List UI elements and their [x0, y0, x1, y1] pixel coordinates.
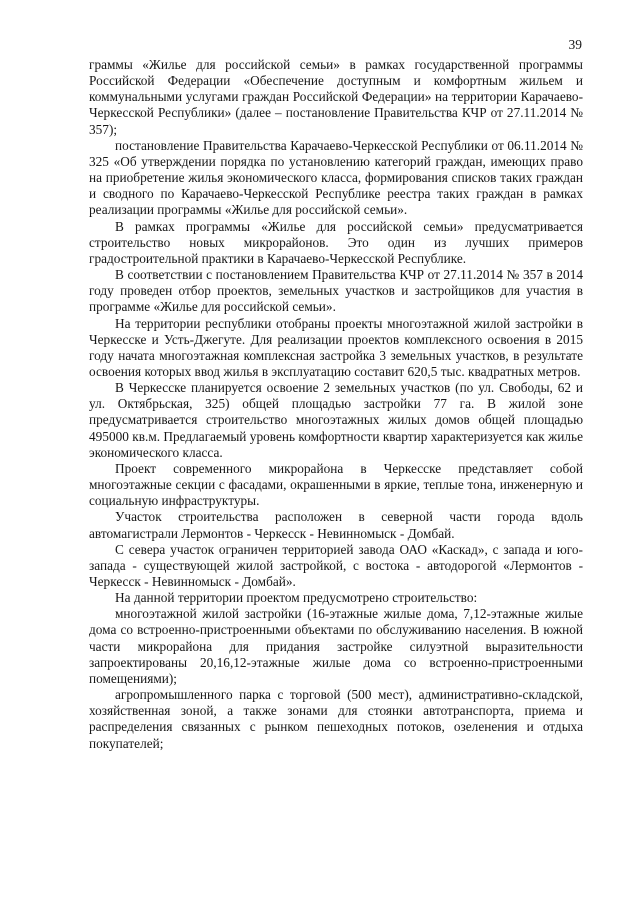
body-text — [89, 57, 583, 752]
paragraph: В рамках программы «Жилье для российской семьи» предусматривается строительство новых микрорайонов. Это один из лучших примеров градостроительной практики в Карачаево-Черкесской Республике. — [89, 218, 583, 266]
paragraph: На данной территории проектом предусмотрено строительство: — [115, 590, 478, 606]
paragraph: На территории республики отобраны проекты многоэтажной жилой застройки в Черкесске и Усть-Джегуте. Для реализации проектов комплексного освоения в 2015 году начата многоэтажная комплексная застройка 3 земельных участков, в результате освоения которых ввод жилья в эксплуатацию составит 620,5 тыс. квадратных метров. — [89, 315, 583, 379]
paragraph: граммы «Жилье для российской семьи» в рамках государственной программы Российской Федерации «Обеспечение доступным и комфортным жильем и коммунальными услугами граждан Российской Федерации» на территории Карачаево-Черкесской Республики» (далее – постановление Правительства КЧР от 27.11.2014 № 357); — [89, 57, 583, 137]
page-number: 39 — [568, 37, 582, 52]
paragraph: постановление Правительства Карачаево-Черкесской Республики от 06.11.2014 № 325 «Об утверждении порядка по установлению категорий граждан, имеющих право на приобретение жилья экономического класса, формирования списков таких граждан и сводного по Карачаево-Черкесской Республике реестра таких граждан в рамках реализации программы «Жилье для российской семьи». — [89, 137, 583, 218]
paragraph: В соответствии с постановлением Правительства КЧР от 27.11.2014 № 357 в 2014 году проведен отбор проектов, земельных участков и застройщиков для участия в программе «Жилье для российской семьи». — [89, 267, 583, 315]
paragraph: агропромышленного парка с торговой (500 мест), административно-складской, хозяйственная зоной, а также зонами для стоянки автотранспорта, приема и распределения связанных с рынком пешеходных потоков, озеленения и отдыха покупателей; — [89, 687, 583, 751]
paragraph: С севера участок ограничен территорией завода ОАО «Каскад», с запада и юго-запада - существующей жилой застройкой, с востока - автодорогой «Лермонтов - Черкесск - Невинномыск - Домбай». — [89, 541, 583, 589]
paragraph: Участок строительства расположен в северной части города вдоль автомагистрали Лермонтов - Черкесск - Невинномыск - Домбай. — [89, 509, 583, 541]
paragraph: многоэтажной жилой застройки (16-этажные жилые дома, 7,12-этажные жилые дома со встроенно-пристроенными объектами по обслуживанию населения. В южной части микрорайона для придания застройке силуэтной выразительности запроектированы 20,16,12-этажные жилые дома со встроенно-пристроенными помещениями); — [89, 606, 583, 686]
paragraph: В Черкесске планируется освоение 2 земельных участков (по ул. Свободы, 62 и ул. Октябрьская, 325) общей площадью застройки 77 га. В жилой зоне предусматривается строительство многоэтажных жилых домов общей площадью 495000 кв.м. Предлагаемый уровень комфортности квартир характеризуется как жилье экономического класса. — [89, 380, 583, 460]
paragraph: Проект современного микрорайона в Черкесске представляет собой многоэтажные секции с фасадами, окрашенными в яркие, теплые тона, инженерную и социальную инфраструктуры. — [89, 460, 583, 509]
